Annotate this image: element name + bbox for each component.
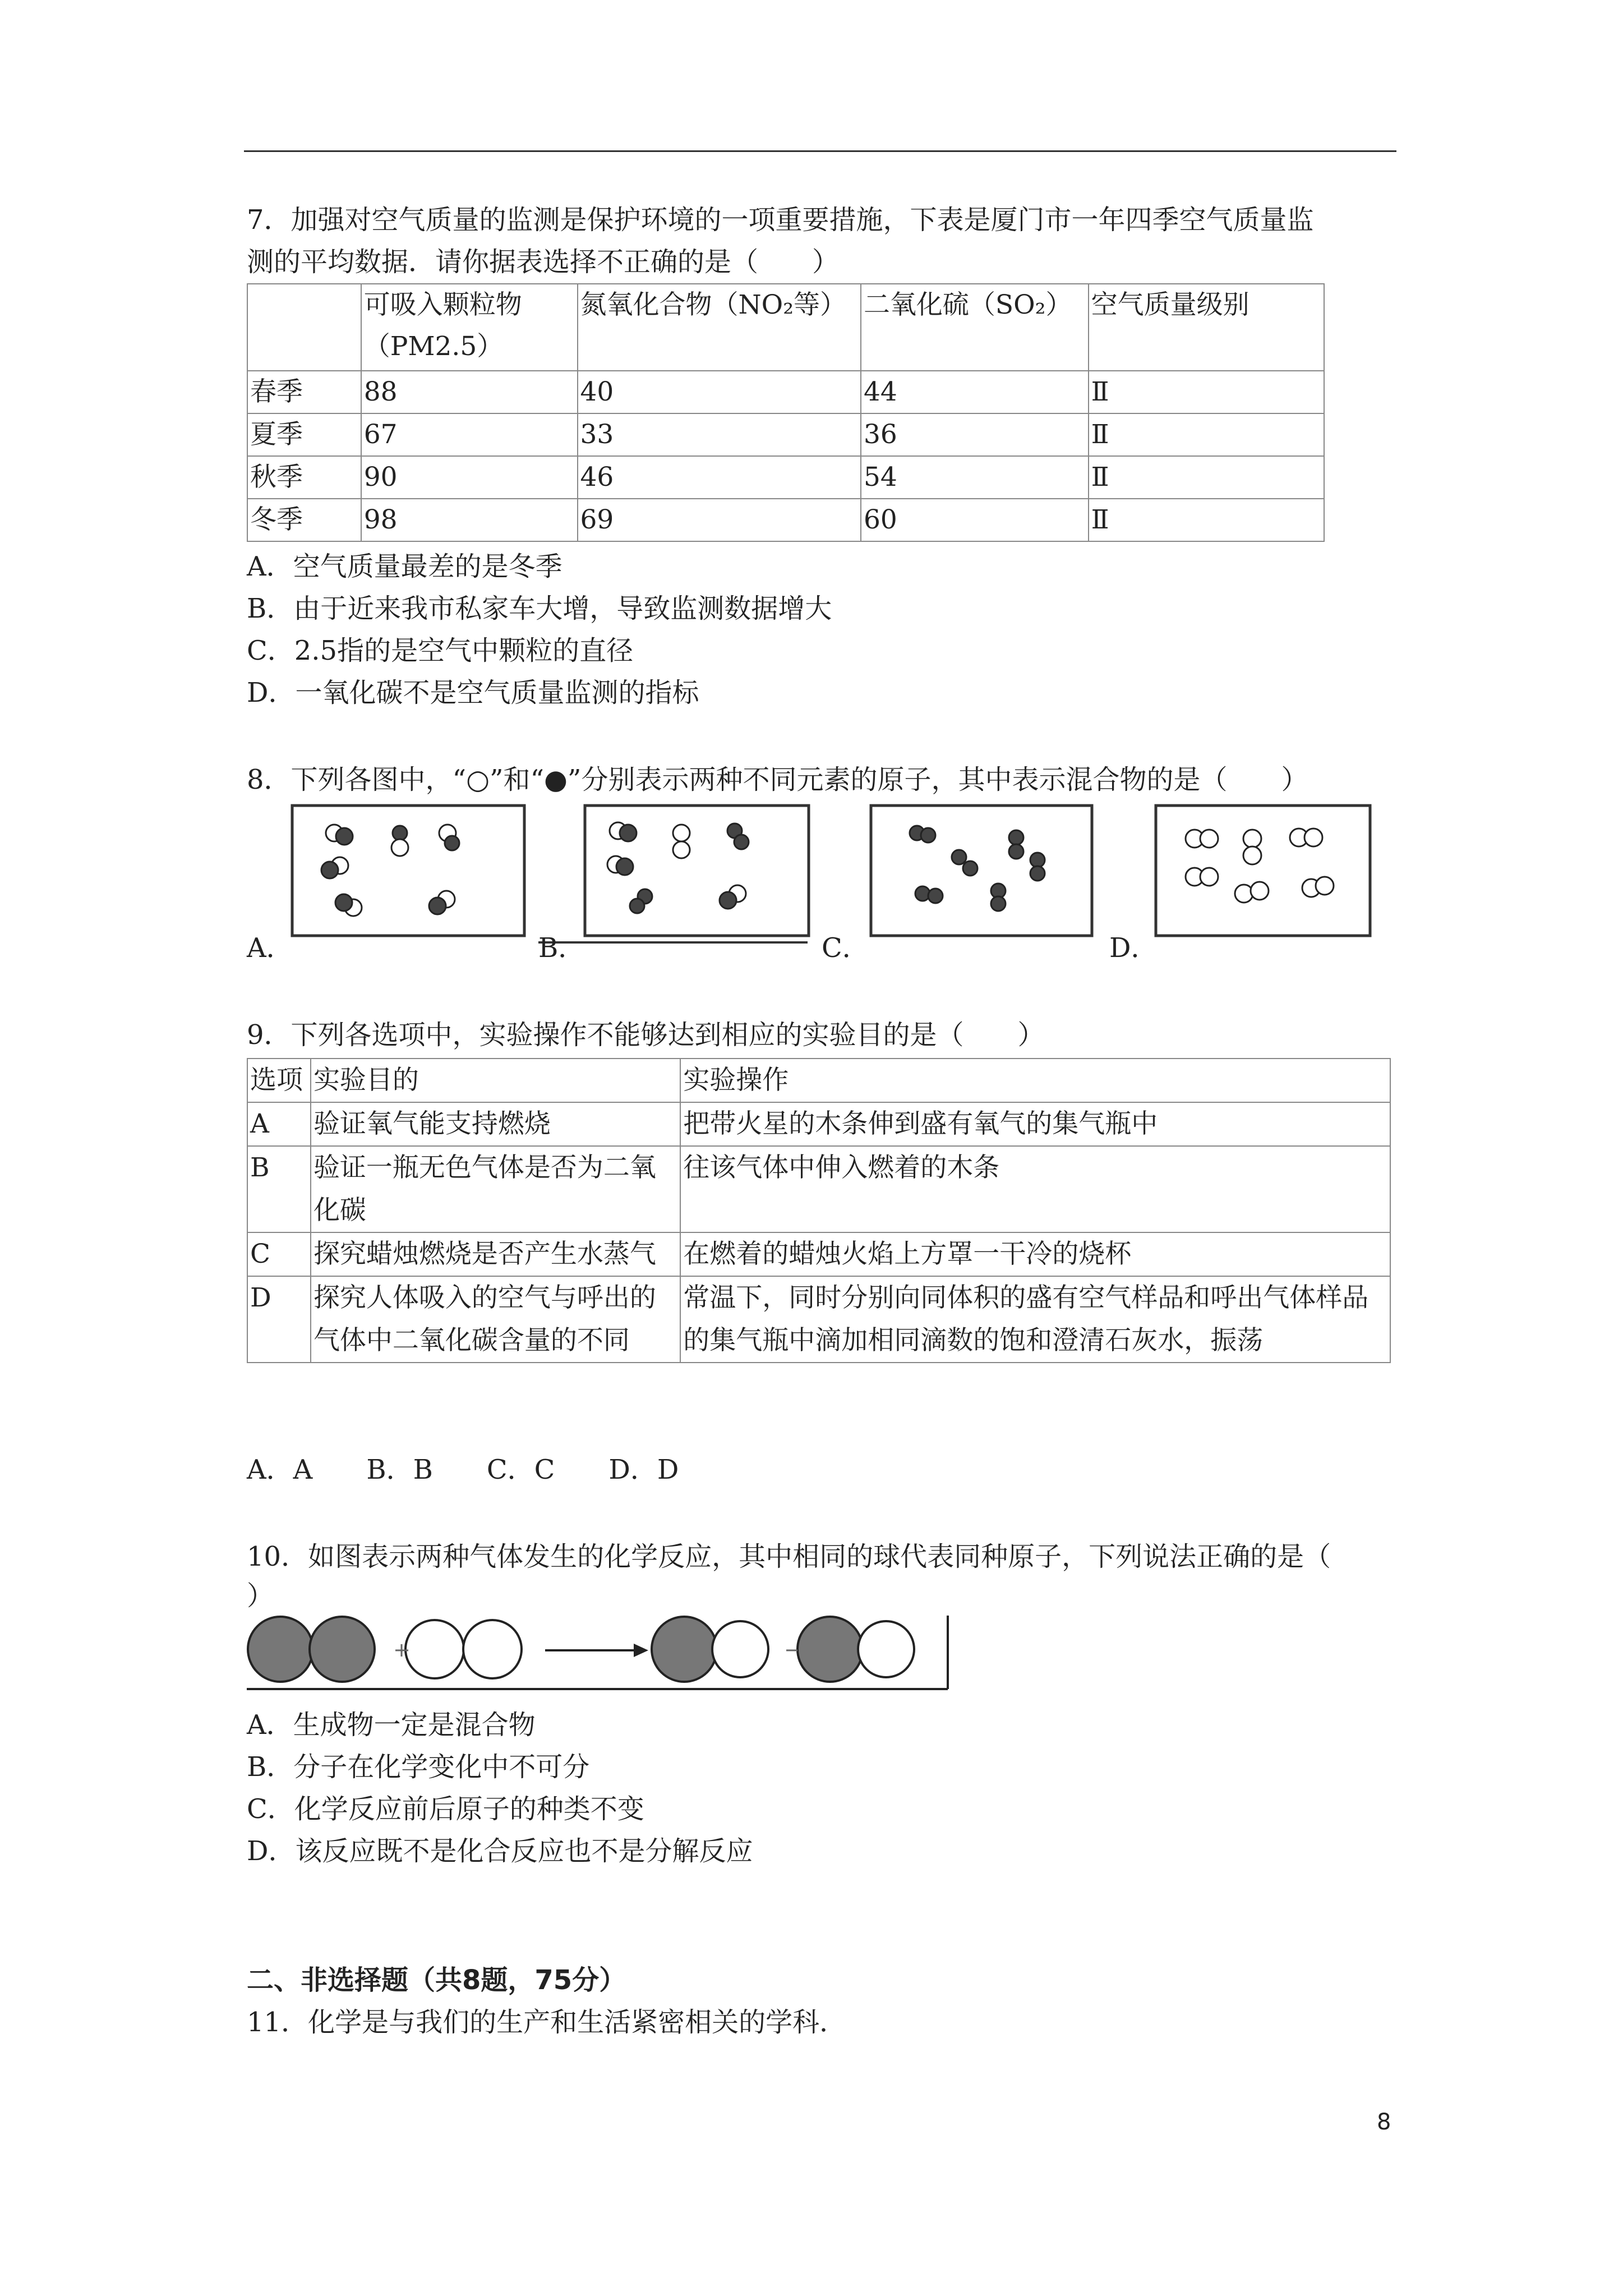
q9-table — [247, 1058, 1391, 1363]
q9-cell: C — [247, 1232, 311, 1276]
q9-stem: 9．下列各选项中，实验操作不能够达到相应的实验目的是（ ） — [247, 1019, 1045, 1051]
q8-figure-b — [583, 804, 810, 938]
q7-cell: 46 — [578, 456, 861, 499]
q9-cell: 探究蜡烛燃烧是否产生水蒸气 — [311, 1232, 680, 1276]
q7-cell: 春季 — [247, 371, 361, 413]
q9-row-c — [247, 1232, 1390, 1276]
q7-cell: 54 — [861, 456, 1089, 499]
q8-label-a[interactable]: A． — [247, 932, 293, 964]
q7-stem-line2: 测的平均数据．请你据表选择不正确的是（ ） — [247, 246, 840, 278]
q10-stem-line2: ） — [247, 1580, 274, 1612]
q7-row-winter — [247, 499, 1324, 541]
q10-option-b[interactable]: B．分子在化学变化中不可分 — [247, 1751, 590, 1783]
q7-option-d[interactable]: D．一氧化碳不是空气质量监测的指标 — [247, 677, 699, 708]
q9-cell: D — [247, 1276, 311, 1363]
q9-cell: 验证一瓶无色气体是否为二氧化碳 — [311, 1146, 680, 1232]
q9-header-purpose: 实验目的 — [311, 1059, 680, 1102]
q9-header-operation: 实验操作 — [680, 1059, 1390, 1102]
q7-cell: 33 — [578, 413, 861, 456]
q7-table-header-row — [247, 284, 1324, 371]
q7-cell: 40 — [578, 371, 861, 413]
q10-option-c[interactable]: C．化学反应前后原子的种类不变 — [247, 1793, 644, 1825]
q10-option-a[interactable]: A．生成物一定是混合物 — [247, 1709, 536, 1741]
q9-cell: 在燃着的蜡烛火焰上方罩一干冷的烧杯 — [680, 1232, 1390, 1276]
q8-figure-c — [869, 804, 1094, 938]
q7-cell: Ⅱ — [1089, 456, 1324, 499]
q9-cell: 把带火星的木条伸到盛有氧气的集气瓶中 — [680, 1102, 1390, 1146]
q7-stem-line1: 7．加强对空气质量的监测是保护环境的一项重要措施，下表是厦门市一年四季空气质量监 — [247, 204, 1314, 236]
q7-row-summer — [247, 413, 1324, 456]
q7-cell: Ⅱ — [1089, 413, 1324, 456]
q10-reaction-figure — [247, 1616, 953, 1700]
q10-stem-line1: 10．如图表示两种气体发生的化学反应，其中相同的球代表同种原子，下列说法正确的是（ — [247, 1541, 1331, 1572]
q7-header-pm25: 可吸入颗粒物（PM2.5） — [361, 284, 578, 371]
q8-figure-d — [1154, 804, 1372, 938]
q7-cell: 98 — [361, 499, 578, 541]
q7-cell: 90 — [361, 456, 578, 499]
q7-cell: Ⅱ — [1089, 499, 1324, 541]
q8-figure-a — [291, 804, 526, 938]
q7-cell: Ⅱ — [1089, 371, 1324, 413]
section-2-title: 二、非选择题（共8题，75分） — [247, 1964, 626, 1996]
q9-cell: 探究人体吸入的空气与呼出的气体中二氧化碳含量的不同 — [311, 1276, 680, 1363]
page-number: 8 — [1377, 2109, 1391, 2135]
q9-options[interactable]: A．A B．B C．C D．D — [247, 1454, 679, 1485]
q9-row-d — [247, 1276, 1390, 1363]
q7-cell: 88 — [361, 371, 578, 413]
q7-option-b[interactable]: B．由于近来我市私家车大增，导致监测数据增大 — [247, 593, 832, 624]
q7-header-nox: 氮氧化合物（NO₂等） — [578, 284, 861, 371]
q7-row-autumn — [247, 456, 1324, 499]
q7-header-so2: 二氧化硫（SO₂） — [861, 284, 1089, 371]
q7-cell: 冬季 — [247, 499, 361, 541]
q7-cell: 36 — [861, 413, 1089, 456]
q9-cell: 往该气体中伸入燃着的木条 — [680, 1146, 1390, 1232]
q7-option-a[interactable]: A．空气质量最差的是冬季 — [247, 551, 562, 582]
q8-label-c[interactable]: C． — [822, 932, 869, 964]
q7-cell: 67 — [361, 413, 578, 456]
q9-row-a — [247, 1102, 1390, 1146]
q8-stem: 8．下列各图中，“○”和“●”分别表示两种不同元素的原子，其中表示混合物的是（ ） — [247, 764, 1308, 795]
q9-cell: A — [247, 1102, 311, 1146]
q9-cell: 常温下，同时分别向同体积的盛有空气样品和呼出气体样品的集气瓶中滴加相同滴数的饱和澄清石灰水，振荡 — [680, 1276, 1390, 1363]
q7-cell: 69 — [578, 499, 861, 541]
q9-row-b — [247, 1146, 1390, 1232]
q10-option-d[interactable]: D．该反应既不是化合反应也不是分解反应 — [247, 1835, 753, 1867]
q8-label-d[interactable]: D． — [1109, 932, 1158, 964]
q7-row-spring — [247, 371, 1324, 413]
q7-cell: 44 — [861, 371, 1089, 413]
q7-header-blank — [247, 284, 361, 371]
q9-header-row — [247, 1059, 1390, 1102]
q7-table — [247, 283, 1325, 542]
header-rule — [244, 150, 1396, 152]
q7-option-c[interactable]: C．2.5指的是空气中颗粒的直径 — [247, 635, 634, 666]
q7-cell: 60 — [861, 499, 1089, 541]
q9-cell: B — [247, 1146, 311, 1232]
q9-header-option: 选项 — [247, 1059, 311, 1102]
q8-label-b[interactable]: B． — [538, 932, 585, 964]
q7-cell: 夏季 — [247, 413, 361, 456]
q7-cell: 秋季 — [247, 456, 361, 499]
q7-header-level: 空气质量级别 — [1089, 284, 1324, 371]
q9-cell: 验证氧气能支持燃烧 — [311, 1102, 680, 1146]
q11-stem: 11．化学是与我们的生产和生活紧密相关的学科． — [247, 2007, 847, 2038]
